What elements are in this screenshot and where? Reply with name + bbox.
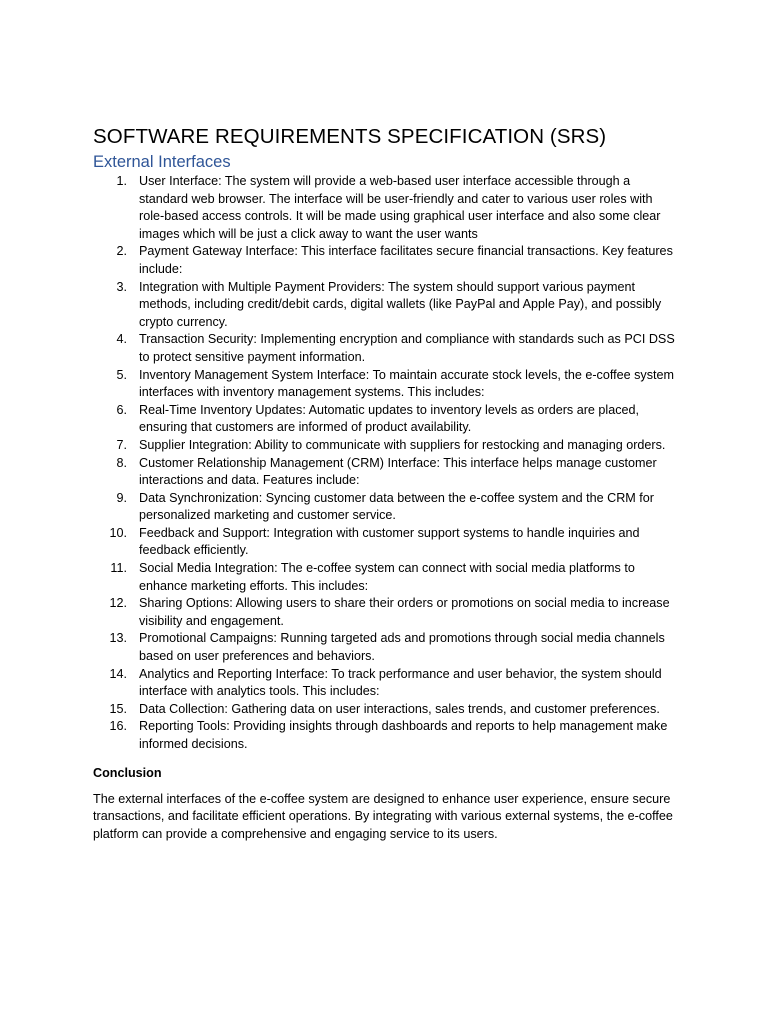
list-item — [93, 595, 678, 630]
list-item — [93, 718, 678, 753]
list-item-text: Data Synchronization: Syncing customer data between the e-coffee system and the CRM for personalized marketing and customer service. — [139, 490, 654, 523]
list-item-number: 11. — [110, 561, 127, 576]
list-item-text: User Interface: The system will provide a web-based user interface accessible through a standard web browser. The interface will be user-friendly and cater to various user roles with role-based access controls. It will be made using graphical user interface and also some clear images which will be just a click away to want the user wants — [139, 174, 661, 241]
list-item-text: Inventory Management System Interface: To maintain accurate stock levels, the e-coffee system interfaces with inventory management systems. This includes: — [139, 367, 675, 400]
list-item-text: Transaction Security: Implementing encryption and compliance with standards such as PCI DSS to protect sensitive payment information. — [139, 332, 675, 364]
list-item-text: Payment Gateway Interface: This interface facilitates secure financial transactions. Key features include: — [139, 244, 673, 276]
list-item-text: Real-Time Inventory Updates: Automatic updates to inventory levels as orders are placed, ensuring that customers are informed of product availability. — [139, 402, 640, 435]
list-item-number: 6. — [116, 402, 127, 417]
list-item-number: 13. — [109, 631, 127, 646]
list-item — [93, 455, 678, 490]
list-item — [93, 437, 678, 455]
document-title: SOFTWARE REQUIREMENTS SPECIFICATION (SRS) — [93, 125, 607, 148]
list-item-number: 7. — [116, 437, 127, 452]
list-item-number: 2. — [116, 244, 127, 259]
list-item — [93, 402, 678, 437]
conclusion-paragraph: The external interfaces of the e-coffee system are designed to enhance user experience, ensure secure transactions, and facilitate efficient operations. By integrating with various external systems, the e-coffee platform can provide a comprehensive and engaging service to its users. — [93, 791, 673, 841]
list-item-text: Analytics and Reporting Interface: To track performance and user behavior, the system should interface with analytics tools. This includes: — [139, 666, 662, 699]
list-item-number: 3. — [116, 279, 127, 294]
list-item-number: 14. — [109, 666, 127, 681]
list-item — [93, 630, 678, 665]
list-item-text: Reporting Tools: Providing insights through dashboards and reports to help management make informed decisions. — [139, 719, 668, 751]
list-item — [93, 525, 678, 560]
list-item-number: 10. — [109, 525, 127, 540]
conclusion-heading: Conclusion — [93, 765, 162, 780]
list-item-number: 9. — [116, 490, 127, 505]
list-item-text: Feedback and Support: Integration with customer support systems to handle inquiries and feedback efficiently. — [139, 525, 640, 558]
list-item-number: 15. — [109, 701, 127, 716]
list-item-text: Customer Relationship Management (CRM) Interface: This interface helps manage customer interactions and data. Features include: — [139, 455, 657, 488]
list-item-number: 4. — [116, 332, 127, 347]
list-item — [93, 279, 678, 332]
list-item — [93, 367, 678, 402]
section-heading: External Interfaces — [93, 153, 231, 171]
requirements-list — [93, 173, 678, 754]
list-item — [93, 701, 678, 719]
list-item-number: 1. — [116, 174, 127, 188]
list-item-number: 16. — [109, 719, 127, 734]
list-item — [93, 560, 678, 595]
list-item — [93, 490, 678, 525]
list-item-number: 12. — [109, 596, 127, 611]
list-item — [93, 331, 678, 366]
list-item — [93, 243, 678, 278]
list-item-text: Data Collection: Gathering data on user interactions, sales trends, and customer preferences. — [139, 701, 660, 716]
list-item-text: Integration with Multiple Payment Providers: The system should support various payment methods, including credit/debit cards, digital wallets (like PayPal and Apple Pay), and possibly crypto currency. — [139, 279, 662, 329]
list-item-text: Social Media Integration: The e-coffee system can connect with social media platforms to enhance marketing efforts. This includes: — [139, 561, 635, 593]
list-item-number: 8. — [116, 455, 127, 470]
list-item-text: Sharing Options: Allowing users to share their orders or promotions on social media to increase visibility and engagement. — [139, 596, 670, 628]
list-item-text: Supplier Integration: Ability to communicate with suppliers for restocking and managing orders. — [139, 437, 666, 452]
document-page — [93, 124, 678, 843]
list-item-number: 5. — [116, 367, 127, 382]
list-item-text: Promotional Campaigns: Running targeted ads and promotions through social media channels based on user preferences and behaviors. — [139, 631, 665, 664]
list-item — [93, 666, 678, 701]
list-item — [93, 173, 678, 243]
